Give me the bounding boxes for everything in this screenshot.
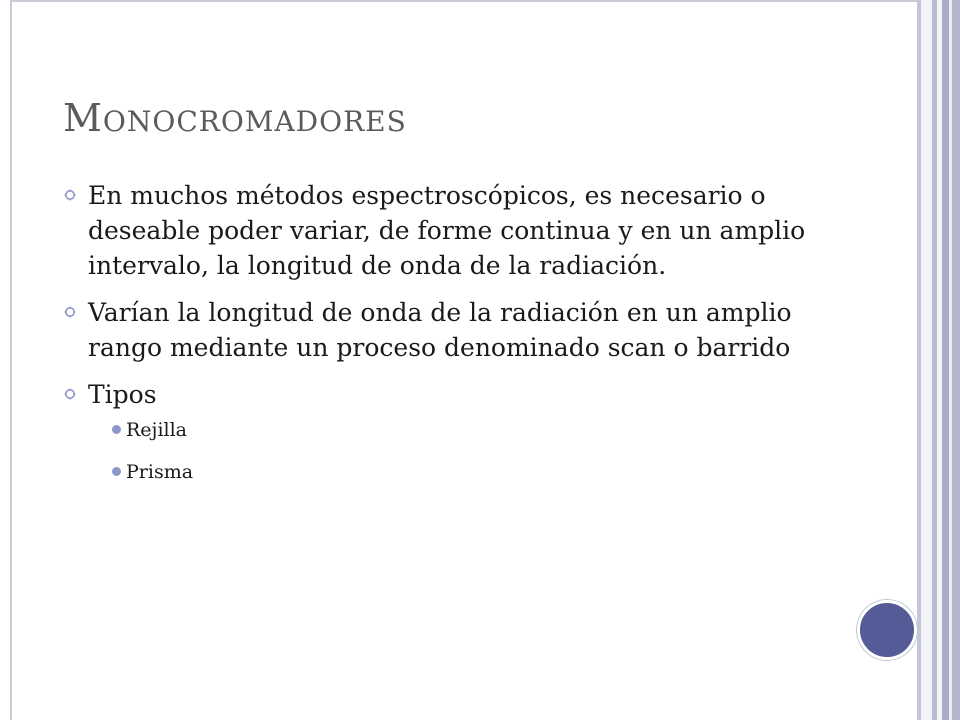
sub-bullet-list	[88, 416, 844, 486]
decor-stripe	[921, 0, 932, 720]
dot-bullet-icon	[112, 467, 121, 476]
bullet-item	[64, 377, 844, 486]
decor-stripe	[952, 0, 960, 720]
sub-bullet-text: Rejilla	[126, 419, 187, 441]
bullet-item	[64, 178, 844, 283]
border-top	[10, 0, 920, 2]
dot-bullet-icon	[112, 425, 121, 434]
bullet-list	[64, 178, 844, 500]
bullet-text: Tipos	[88, 380, 157, 409]
border-left	[10, 0, 12, 720]
sub-bullet-item	[88, 416, 844, 444]
title-rest: ONOCROMADORES	[102, 105, 407, 138]
slide-title	[63, 96, 407, 140]
title-first-letter: M	[63, 96, 103, 140]
sub-bullet-item	[88, 458, 844, 486]
bullet-item	[64, 295, 844, 365]
decor-circle	[857, 600, 917, 660]
gear-ring-icon	[64, 388, 76, 400]
sub-bullet-text: Prisma	[126, 461, 194, 483]
decor-stripe	[942, 0, 949, 720]
bullet-text: Varían la longitud de onda de la radiación en un amplio rango mediante un proceso denominado scan o barrido	[88, 298, 792, 362]
gear-ring-icon	[64, 306, 76, 318]
gear-ring-icon	[64, 189, 76, 201]
bullet-text: En muchos métodos espectroscópicos, es necesario o deseable poder variar, de forme continua y en un amplio intervalo, la longitud de onda de la radiación.	[88, 181, 806, 280]
